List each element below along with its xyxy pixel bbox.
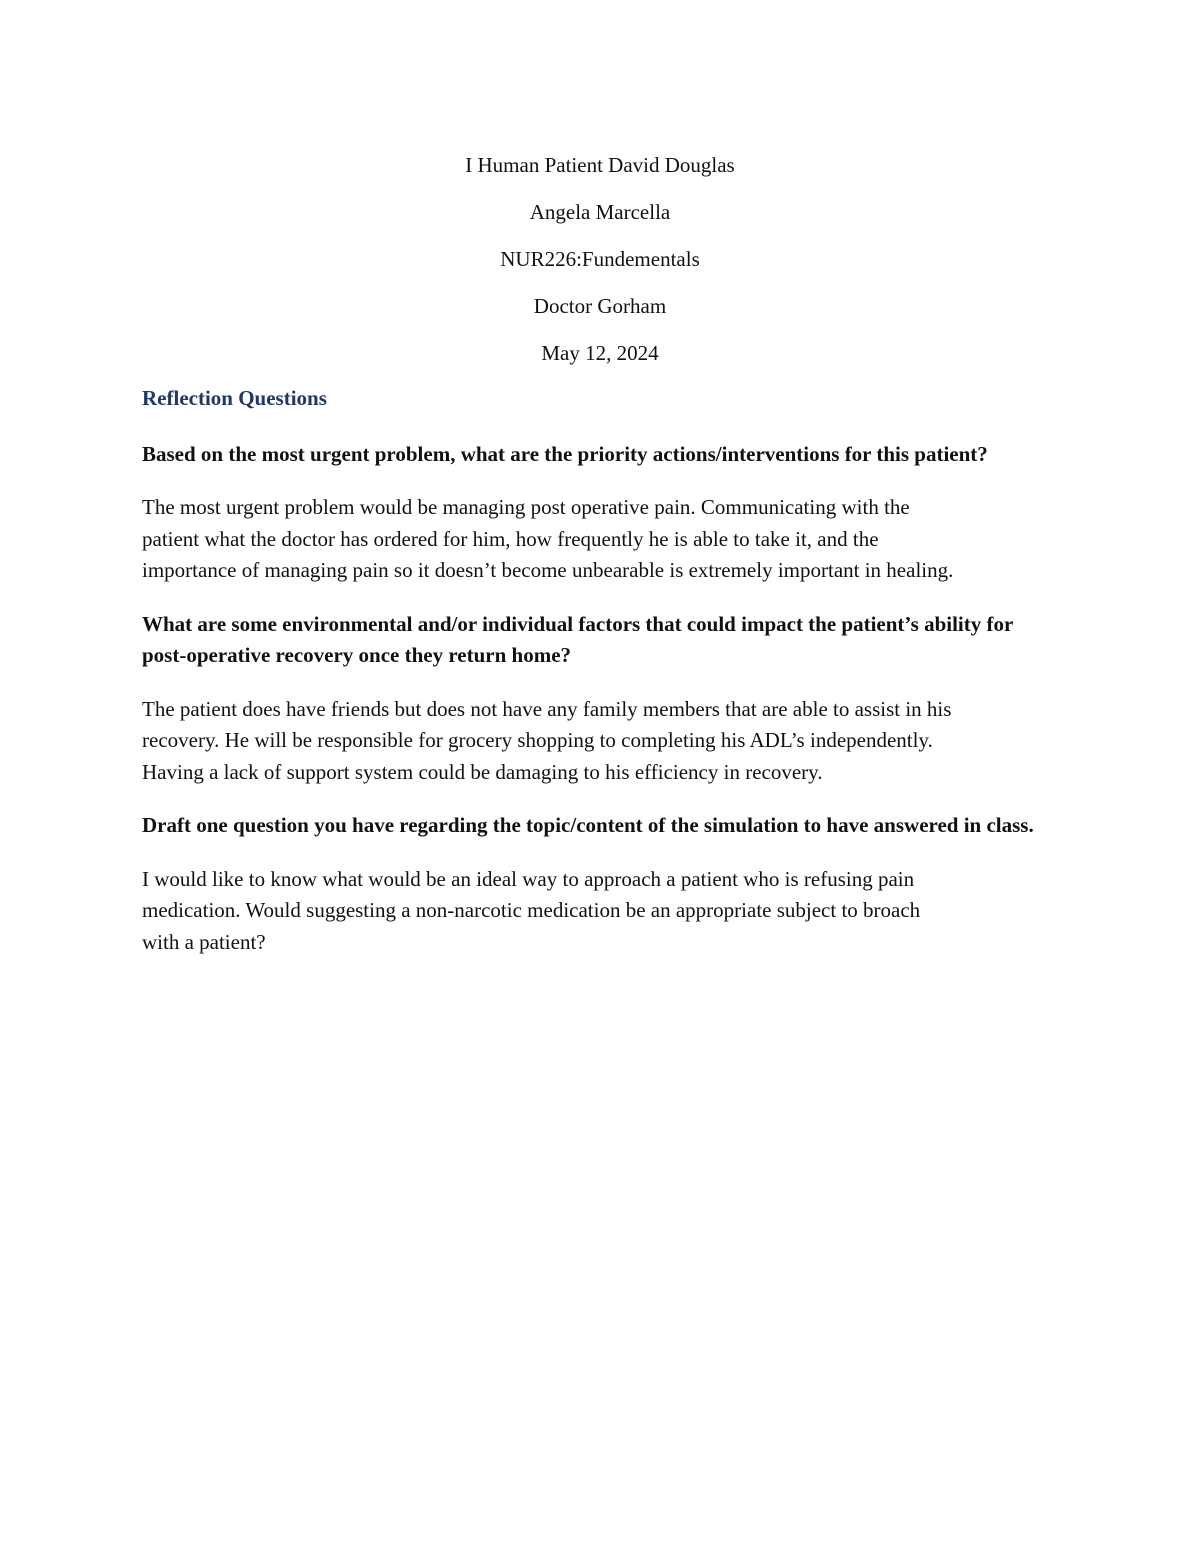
answer-line: importance of managing pain so it doesn’t become unbearable is extremely important in healing. (142, 558, 954, 582)
section-heading: Reflection Questions (142, 386, 327, 410)
answer-line: The patient does have friends but does not have any family members that are able to assist in his (142, 696, 952, 721)
student-name: Angela Marcella (529, 200, 671, 224)
answer-3 (142, 864, 1062, 959)
answer-1 (142, 492, 1062, 587)
answer-2 (142, 694, 1062, 789)
answer-line: patient what the doctor has ordered for him, how frequently he is able to take it, and the (142, 526, 879, 551)
instructor-name: Doctor Gorham (533, 294, 667, 318)
assignment-title: I Human Patient David Douglas (465, 153, 735, 177)
document-date: May 12, 2024 (541, 341, 659, 365)
course-name: NUR226:Fundementals (500, 247, 700, 271)
title-block (0, 142, 1200, 377)
answer-line: with a patient? (142, 929, 266, 954)
question-1: Based on the most urgent problem, what are the priority actions/interventions for this patient? (142, 441, 988, 466)
answer-line: I would like to know what would be an ideal way to approach a patient who is refusing pain (142, 866, 915, 891)
question-3: Draft one question you have regarding the topic/content of the simulation to have answered in class. (142, 813, 1034, 837)
answer-line: Having a lack of support system could be damaging to his efficiency in recovery. (142, 759, 823, 784)
answer-line: medication. Would suggesting a non-narcotic medication be an appropriate subject to broach (142, 898, 921, 922)
answer-line: recovery. He will be responsible for grocery shopping to completing his ADL’s independently. (142, 728, 933, 752)
question-2: What are some environmental and/or individual factors that could impact the patient’s ability for post-operative recovery once they return home? (142, 611, 1013, 667)
document-body (142, 383, 1062, 980)
answer-line: The most urgent problem would be managing post operative pain. Communicating with the (142, 495, 910, 519)
